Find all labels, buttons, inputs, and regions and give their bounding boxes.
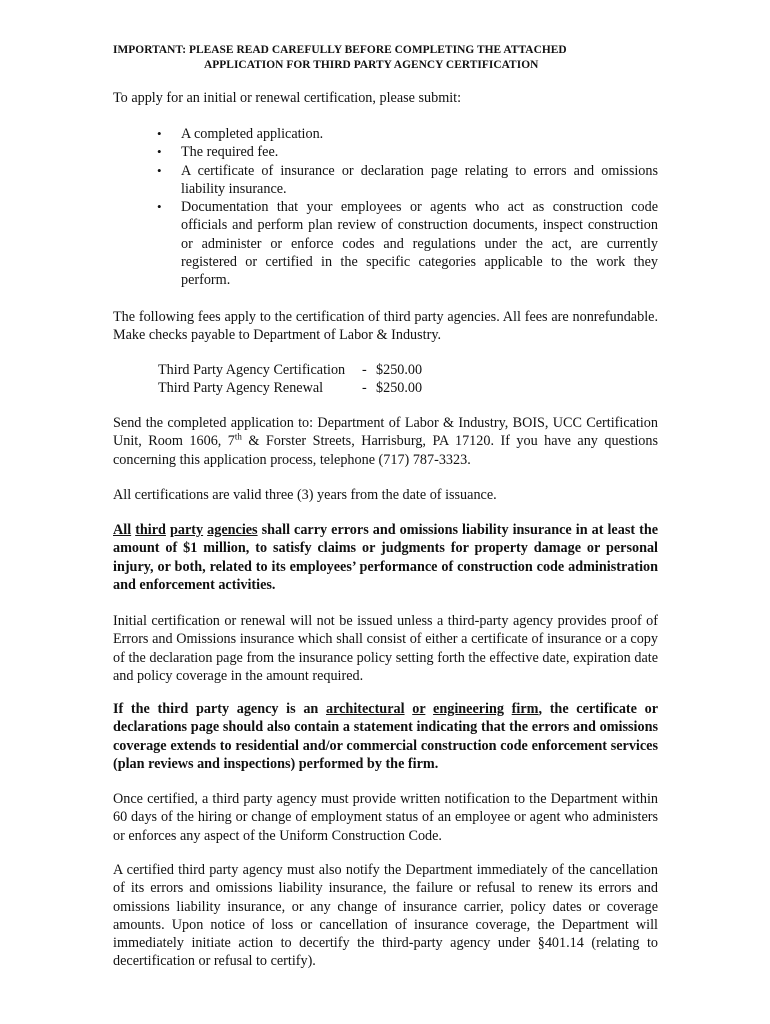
bullet-icon: •	[157, 126, 162, 141]
list-item	[157, 143, 658, 161]
architect-underlined-engineering: engineering	[433, 701, 504, 717]
requirement-text: A completed application.	[181, 126, 324, 142]
fee-amount: $250.00	[376, 362, 423, 378]
header-line-1: IMPORTANT: PLEASE READ CAREFULLY BEFORE COMPLETING THE ATTACHED	[113, 44, 567, 56]
fee-name: Third Party Agency Certification	[158, 362, 346, 378]
requirement-text: The required fee.	[181, 144, 279, 161]
notification-paragraph: Once certified, a third party agency must provide written notification to the Department within 60 days of the hiring or change of employment status of an employee or agent who administers or enforces any aspect of the Uniform Construction Code.	[113, 791, 658, 844]
table-row	[158, 361, 422, 379]
fee-dash: -	[362, 380, 367, 397]
insurance-underlined-third: third	[135, 522, 166, 538]
architect-lead: If the third party agency is an	[113, 701, 326, 717]
architect-text: , the certificate or declarations page should also contain a statement indicating that the errors and omissions coverage extends to residential and/or commercial construction code enforcement services (plan reviews and inspections) performed by the firm.	[113, 701, 659, 772]
requirement-text: A certificate of insurance or declaration page relating to errors and omissions liability insurance.	[181, 162, 658, 197]
fee-amount: $250.00	[376, 380, 423, 397]
architect-engineer-paragraph	[113, 700, 658, 773]
important-header	[113, 43, 673, 73]
requirements-list	[157, 125, 658, 290]
architect-underlined-firm: firm	[511, 701, 539, 717]
initial-certification-paragraph: Initial certification or renewal will not be issued unless a third-party agency provides proof of Errors and Omissions insurance which shall consist of either a certificate of insurance or a copy of the declaration page from the insurance policy setting forth the effective date, expiration date and policy coverage in the amount required.	[113, 613, 658, 684]
send-application-paragraph	[113, 414, 658, 469]
fee-name: Third Party Agency Renewal	[158, 380, 324, 397]
fee-table	[158, 361, 422, 398]
send-text-part-1: Send the completed application to: Department of Labor & Industry, BOIS, UCC Certification Unit, Room 1606, 7	[113, 415, 658, 450]
validity-paragraph: All certifications are valid three (3) years from the date of issuance.	[113, 487, 497, 503]
bullet-icon: •	[157, 162, 162, 178]
insurance-underlined-all: All	[113, 522, 132, 538]
header-line-2: APPLICATION FOR THIRD PARTY AGENCY CERTIFICATION	[204, 59, 539, 71]
send-text-part-2: & Forster Streets, Harrisburg, PA 17120. If you have any questions concerning this application process, telephone (717) 787-3323.	[113, 433, 658, 468]
send-superscript: th	[234, 431, 242, 442]
list-item	[157, 125, 658, 143]
architect-underlined-or: or	[412, 701, 426, 717]
insurance-requirement-paragraph	[113, 521, 658, 594]
list-item	[157, 198, 658, 289]
fees-paragraph: The following fees apply to the certification of third party agencies. All fees are nonrefundable. Make checks payable to Department of Labor & Industry.	[113, 309, 658, 344]
bullet-icon: •	[157, 199, 162, 215]
cancellation-paragraph: A certified third party agency must also notify the Department immediately of the cancellation of its errors and omissions liability insurance, the failure or refusal to renew its errors and omissions liability insurance, or any change of insurance carrier, policy dates or coverage amounts. Upon notice of loss or cancellation of insurance coverage, the Department will immediately initiate action to decertify the third-party agency under §401.14 (relating to decertification or refusal to certify).	[113, 862, 658, 970]
insurance-underlined-agencies: agencies	[207, 522, 258, 538]
insurance-underlined-party: party	[169, 522, 204, 538]
insurance-text: shall carry errors and omissions liability insurance in at least the amount of $1 million, to satisfy claims or judgments for property damage or personal injury, or both, related to its employees’ performance of construction code administration and enforcement activities.	[113, 522, 659, 593]
intro-text: To apply for an initial or renewal certification, please submit:	[113, 90, 462, 106]
requirement-text: Documentation that your employees or agents who act as construction code officials and perform plan review of construction documents, inspect construction or administer or enforce codes and regulations under the act, are currently registered or certified in the specific categories applicable to the work they perform.	[181, 199, 658, 289]
bullet-icon: •	[157, 144, 162, 160]
architect-underlined-architectural: architectural	[326, 701, 405, 717]
table-row	[158, 379, 422, 397]
list-item	[157, 162, 658, 199]
fee-dash: -	[362, 362, 367, 378]
